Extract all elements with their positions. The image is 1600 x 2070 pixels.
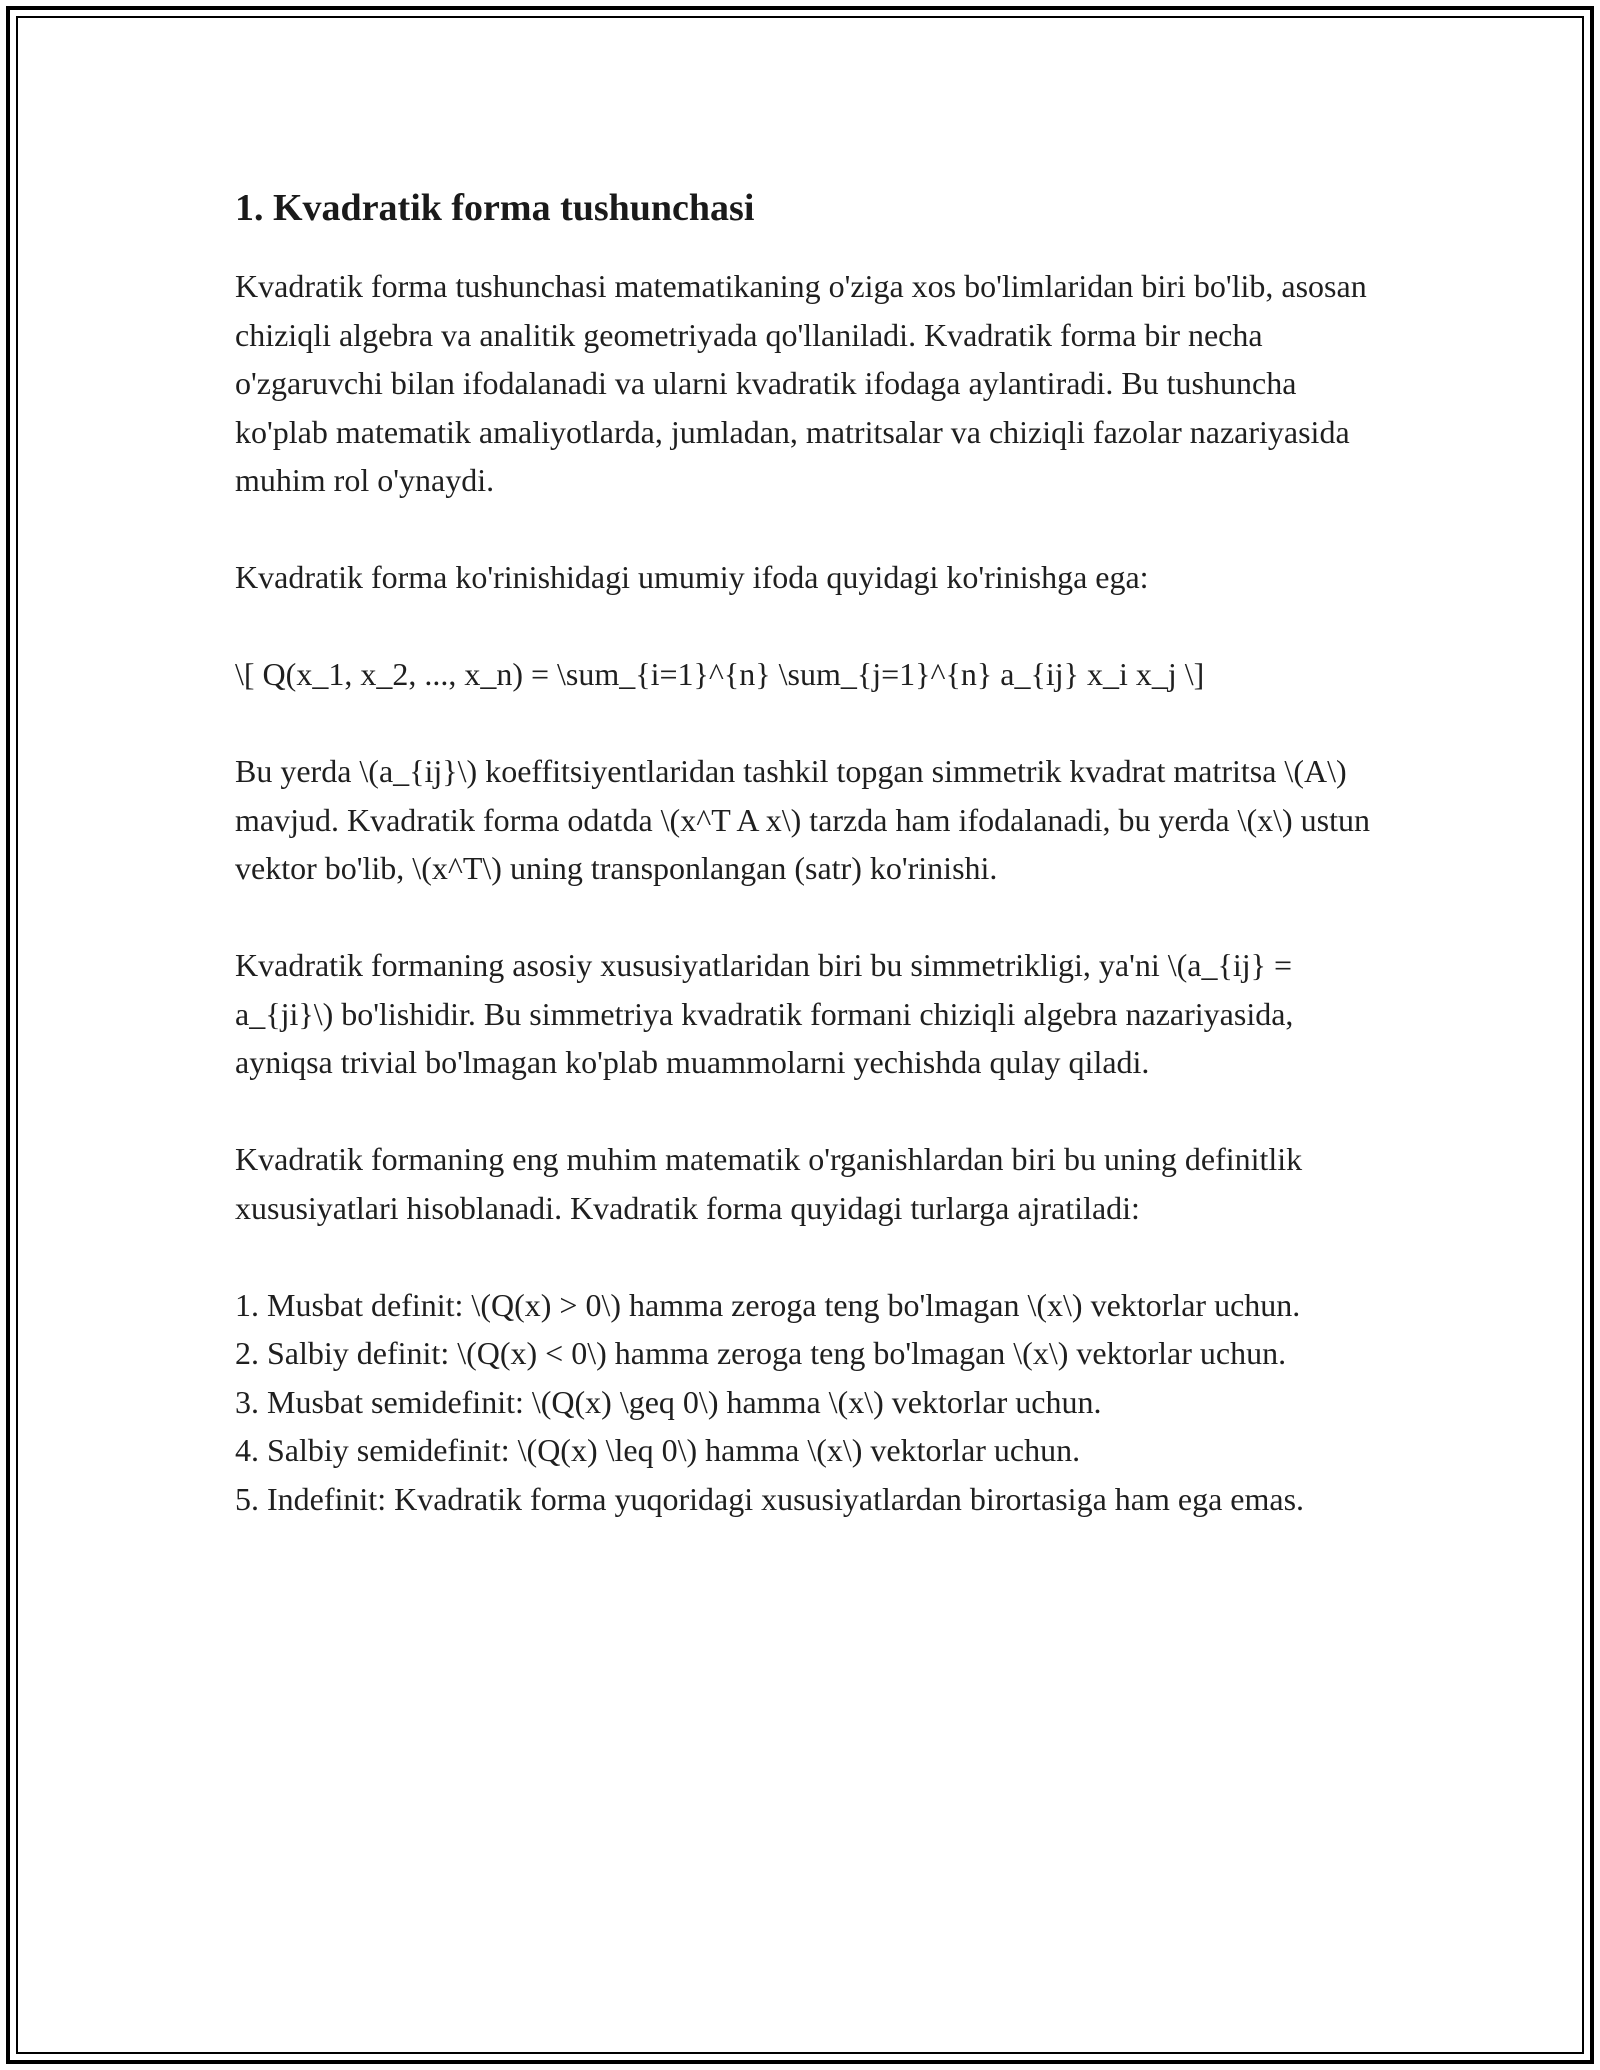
paragraph-spacer (235, 602, 1370, 651)
paragraph-spacer (235, 893, 1370, 942)
list-item: 3. Musbat semidefinit: \(Q(x) \geq 0\) hamma \(x\) vektorlar uchun. (235, 1383, 1102, 1420)
list-item: 1. Musbat definit: \(Q(x) > 0\) hamma zeroga teng bo'lmagan \(x\) vektorlar uchun. (235, 1286, 1301, 1323)
definiteness-types-list (235, 1281, 1370, 1524)
paragraph-spacer (235, 1232, 1370, 1281)
list-item: 5. Indefinit: Kvadratik forma yuqoridagi xususiyatlardan birortasiga ham ega emas. (235, 1480, 1305, 1517)
paragraph-symmetry: Kvadratik formaning asosiy xususiyatlaridan biri bu simmetrikligi, ya'ni \(a_{ij} = a_{ji}\) bo'lishidir. Bu simmetriya kvadratik formani chiziqli algebra nazariyasida, ayniqsa trivial bo'lmagan ko'plab muammolarni yechishda qulay qiladi. (235, 947, 1294, 1080)
section-heading: 1. Kvadratik forma tushunchasi (235, 187, 755, 229)
list-item: 4. Salbiy semidefinit: \(Q(x) \leq 0\) hamma \(x\) vektorlar uchun. (235, 1432, 1081, 1468)
list-item: 2. Salbiy definit: \(Q(x) < 0\) hamma zeroga teng bo'lmagan \(x\) vektorlar uchun. (235, 1335, 1287, 1371)
document-body (235, 186, 1370, 1523)
paragraph-intro: Kvadratik forma tushunchasi matematikaning o'ziga xos bo'limlaridan biri bo'lib, asosan chiziqli algebra va analitik geometriyada qo'llaniladi. Kvadratik forma bir necha o'zgaruvchi bilan ifodalanadi va ularni kvadratik ifodaga aylantiradi. Bu tushuncha ko'plab matematik amaliyotlarda, jumladan, matritsalar va chiziqli fazolar nazariyasida muhim rol o'ynaydi. (235, 268, 1367, 498)
paragraph-definiteness: Kvadratik formaning eng muhim matematik o'rganishlardan biri bu uning definitlik xususiyatlari hisoblanadi. Kvadratik forma quyidagi turlarga ajratiladi: (235, 1141, 1303, 1226)
paragraph-spacer (235, 1087, 1370, 1136)
paragraph-spacer (235, 699, 1370, 748)
paragraph-matrix: Bu yerda \(a_{ij}\) koeffitsiyentlaridan tashkil topgan simmetrik kvadrat matritsa \(A\) mavjud. Kvadratik forma odatda \(x^T A x\) tarzda ham ifodalanadi, bu yerda \(x\) ustun vektor bo'lib, \(x^T\) uning transponlangan (satr) ko'rinishi. (235, 753, 1370, 886)
paragraph-general-form: Kvadratik forma ko'rinishidagi umumiy ifoda quyidagi ko'rinishga ega: (235, 559, 1149, 595)
formula-line: \[ Q(x_1, x_2, ..., x_n) = \sum_{i=1}^{n} \sum_{j=1}^{n} a_{ij} x_i x_j \] (235, 656, 1205, 692)
paragraph-spacer (235, 505, 1370, 554)
